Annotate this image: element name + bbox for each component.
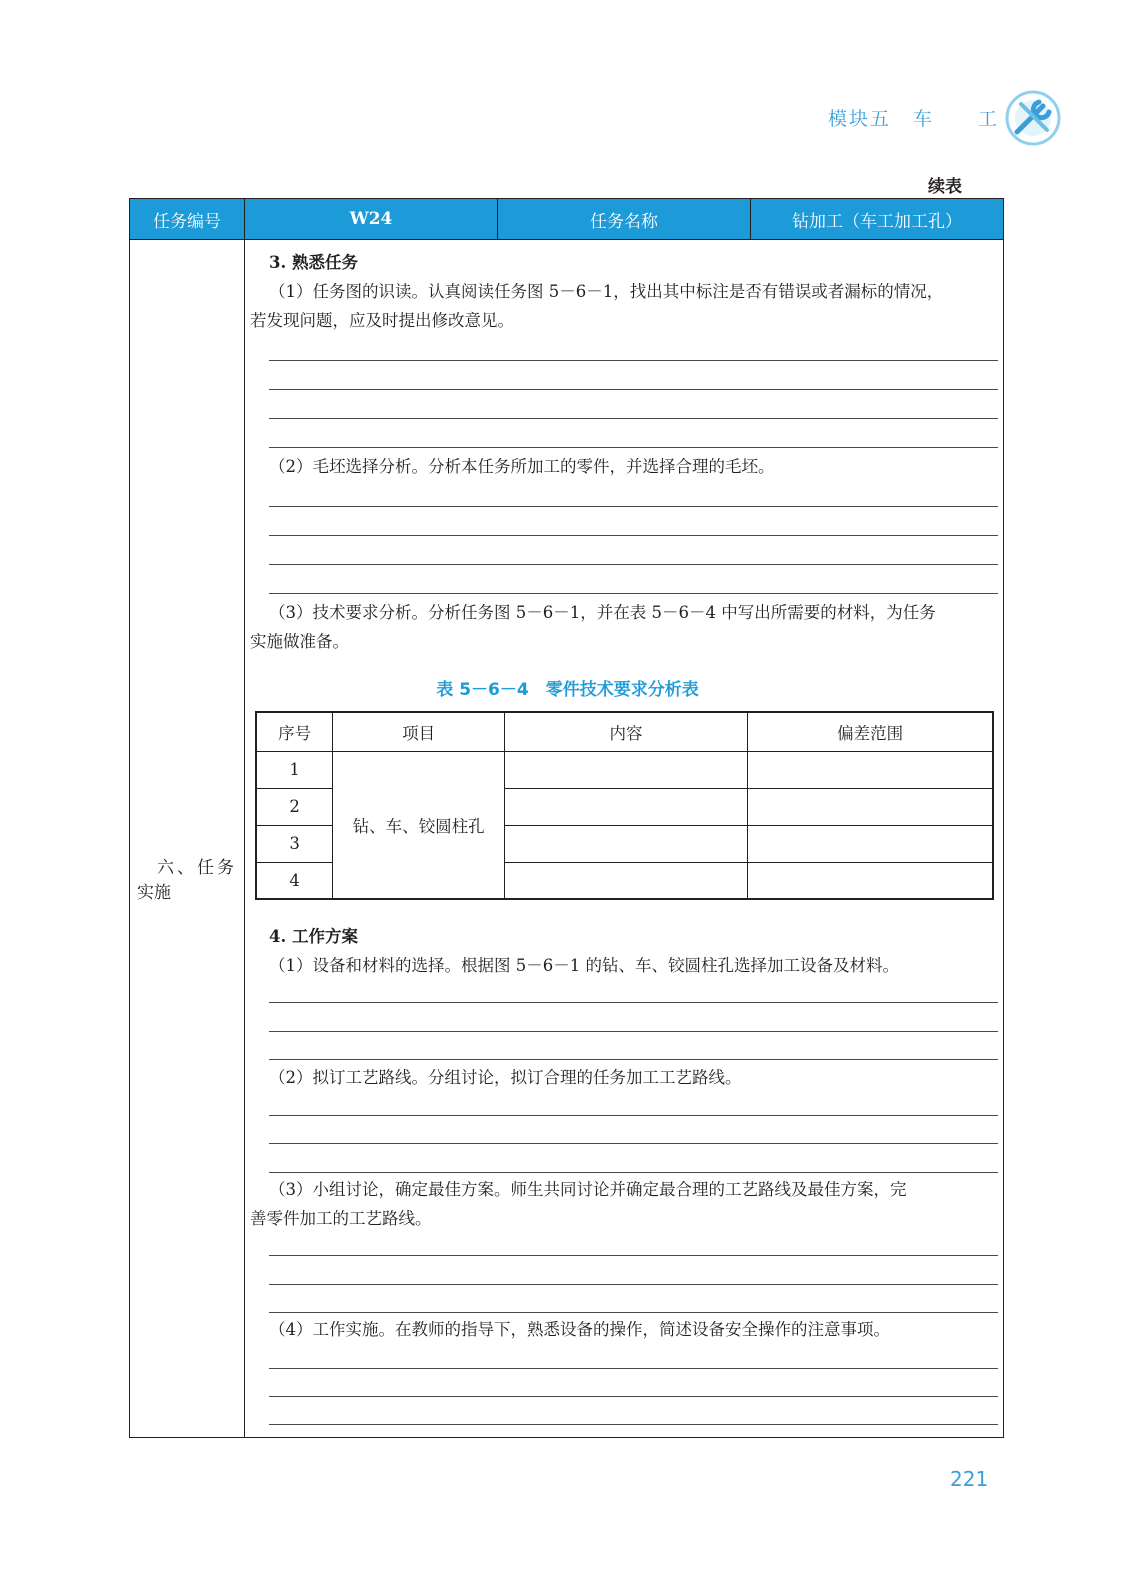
content-cell[interactable] <box>504 751 747 788</box>
col-header-seq: 序号 <box>256 712 333 751</box>
answer-line[interactable] <box>269 1031 998 1032</box>
section4-p1: （1）设备和材料的选择。根据图 5－6－1 的钻、车、铰圆柱孔选择加工设备及材料。 <box>269 956 899 975</box>
answer-line[interactable] <box>269 1115 998 1116</box>
section4-p2: （2）拟订工艺路线。分组讨论，拟订合理的任务加工工艺路线。 <box>269 1068 742 1087</box>
section-label-column <box>130 239 245 1437</box>
tolerance-cell[interactable] <box>748 825 993 862</box>
tolerance-cell[interactable] <box>748 862 993 899</box>
content-cell[interactable] <box>504 862 747 899</box>
answer-line[interactable] <box>269 1424 998 1425</box>
task-no-label: 任务编号 <box>130 199 245 239</box>
section4-p4: （4）工作实施。在教师的指导下，熟悉设备的操作，简述设备安全操作的注意事项。 <box>269 1320 890 1339</box>
col-header-item: 项目 <box>333 712 505 751</box>
task-table <box>129 198 1004 1438</box>
wrench-gear-icon <box>1003 88 1063 148</box>
section3-title: 3. 熟悉任务 <box>269 253 358 272</box>
section-label: 六、任务 实施 <box>137 858 237 903</box>
answer-line[interactable] <box>269 1368 998 1369</box>
task-no-value: W24 <box>245 199 498 239</box>
section4-p3-line2: 善零件加工的工艺路线。 <box>250 1209 432 1228</box>
content-cell[interactable] <box>504 788 747 825</box>
task-header-row <box>130 199 1003 240</box>
row-seq: 4 <box>256 862 333 899</box>
tolerance-cell[interactable] <box>748 751 993 788</box>
answer-line[interactable] <box>269 1059 998 1060</box>
page-header <box>828 104 999 131</box>
answer-line[interactable] <box>269 1312 998 1313</box>
tolerance-cell[interactable] <box>748 788 993 825</box>
answer-line[interactable] <box>269 1172 998 1173</box>
row-seq: 3 <box>256 825 333 862</box>
answer-line[interactable] <box>269 1143 998 1144</box>
row-seq: 1 <box>256 751 333 788</box>
subject-char-b: 工 <box>977 108 999 130</box>
answer-line[interactable] <box>269 418 998 419</box>
table-caption: 表 5－6－4 零件技术要求分析表 <box>436 680 699 700</box>
task-name-label: 任务名称 <box>498 199 751 239</box>
analysis-table <box>255 711 994 900</box>
answer-line[interactable] <box>269 593 998 594</box>
section4-p3-line1: （3）小组讨论，确定最佳方案。师生共同讨论并确定最合理的工艺路线及最佳方案，完 <box>269 1180 907 1199</box>
row-seq: 2 <box>256 788 333 825</box>
answer-line[interactable] <box>269 506 998 507</box>
page-number: 221 <box>950 1467 989 1491</box>
answer-line[interactable] <box>269 360 998 361</box>
answer-line[interactable] <box>269 1255 998 1256</box>
section3-p3-line1: （3）技术要求分析。分析任务图 5－6－1，并在表 5－6－4 中写出所需要的材料，为任务 <box>269 603 936 622</box>
task-name-value: 钻加工（车工加工孔） <box>751 199 1003 239</box>
answer-line[interactable] <box>269 1396 998 1397</box>
section3-p1-line2: 若发现问题，应及时提出修改意见。 <box>250 311 514 330</box>
answer-line[interactable] <box>269 535 998 536</box>
answer-line[interactable] <box>269 564 998 565</box>
continued-label: 续表 <box>928 177 962 197</box>
section3-p3-line2: 实施做准备。 <box>250 632 349 651</box>
section3-p2: （2）毛坯选择分析。分析本任务所加工的零件，并选择合理的毛坯。 <box>269 457 775 476</box>
section4-title: 4. 工作方案 <box>269 927 358 946</box>
answer-line[interactable] <box>269 1284 998 1285</box>
module-label: 模块五 <box>827 108 891 130</box>
col-header-content: 内容 <box>504 712 747 751</box>
answer-line[interactable] <box>269 389 998 390</box>
answer-line[interactable] <box>269 1002 998 1003</box>
col-header-tolerance: 偏差范围 <box>748 712 993 751</box>
item-cell: 钻、车、铰圆柱孔 <box>333 751 505 899</box>
subject-char-a: 车 <box>912 108 934 130</box>
section3-p1-line1: （1）任务图的识读。认真阅读任务图 5－6－1，找出其中标注是否有错误或者漏标的情况， <box>269 282 944 301</box>
answer-line[interactable] <box>269 447 998 448</box>
content-cell[interactable] <box>504 825 747 862</box>
